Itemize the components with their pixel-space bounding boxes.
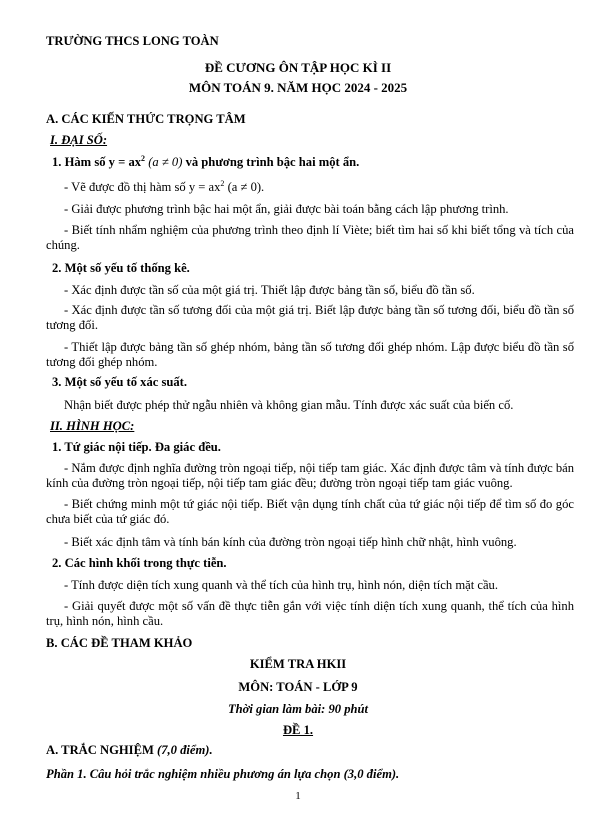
algebra-topic-2-bullet-2: - Xác định được tần số tương đối của một giá trị. Biết lập được bảng tần số tương đối, biểu đồ tần số tương đối. (46, 303, 574, 332)
algebra-topic-3-title: 3. Một số yếu tố xác suất. (52, 375, 188, 389)
geometry-topic-1-bullet-3: - Biết xác định tâm và tính bán kính của đường tròn ngoại tiếp hình chữ nhật, hình vuông. (64, 535, 517, 549)
geometry-topic-2-title: 2. Các hình khối trong thực tiễn. (52, 556, 227, 570)
section-b-heading: B. CÁC ĐỀ THAM KHẢO (46, 636, 193, 650)
doc-title-1: ĐỀ CƯƠNG ÔN TẬP HỌC KÌ II (204, 60, 392, 75)
geometry-topic-1-title: 1. Tứ giác nội tiếp. Đa giác đều. (52, 440, 221, 454)
algebra-heading: I. ĐẠI SỐ: (50, 133, 108, 147)
algebra-topic-1-bullet-1: - Vẽ được đồ thị hàm số $y = ax^2$ (a ≠ 0). (64, 179, 265, 195)
geometry-topic-1-bullet-2: - Biết chứng minh một tứ giác nội tiếp. Biết vận dụng tính chất của tứ giác nội tiếp để tìm số đo góc chưa biết của tứ giác đó. (46, 497, 574, 526)
algebra-topic-1-bullet-3: - Biết tính nhẩm nghiệm của phương trình theo định lí Viète; biết tìm hai số khi biết tổng và tích của chúng. (46, 223, 574, 252)
geometry-topic-2-bullet-1: - Tính được diện tích xung quanh và thể tích của hình trụ, hình nón, diện tích mặt cầu. (64, 578, 498, 592)
geometry-topic-2-bullet-2: - Giải quyết được một số vấn đề thực tiễn gắn với việc tính diện tích xung quanh, thể tích của hình trụ, hình nón, hình cầu. (46, 599, 574, 628)
exam-time: Thời gian làm bài: 90 phút (227, 702, 369, 716)
algebra-topic-2-bullet-1: - Xác định được tần số của một giá trị. Thiết lập được bảng tần số, biểu đồ tần số. (64, 283, 475, 297)
algebra-topic-2-title: 2. Một số yếu tố thống kê. (52, 261, 190, 275)
exam-subject: MÔN: TOÁN - LỚP 9 (238, 680, 358, 694)
doc-title-2: MÔN TOÁN 9. NĂM HỌC 2024 - 2025 (188, 80, 408, 95)
part-1-heading: Phần 1. Câu hỏi trắc nghiệm nhiều phương án lựa chọn (3,0 điểm). (46, 767, 400, 781)
geometry-heading: II. HÌNH HỌC: (50, 419, 135, 433)
school-name: TRƯỜNG THCS LONG TOÀN (46, 34, 219, 48)
section-a-heading: A. CÁC KIẾN THỨC TRỌNG TÂM (46, 112, 246, 126)
algebra-topic-1-title: 1. Hàm số $y = ax^2$ (a ≠ 0) và phương trình bậc hai một ẩn. (52, 154, 360, 170)
algebra-topic-1-bullet-2: - Giải được phương trình bậc hai một ẩn, giải được bài toán bằng cách lập phương trình. (64, 202, 509, 216)
part-a-heading: A. TRẮC NGHIỆM (7,0 điểm). (46, 743, 213, 757)
geometry-topic-1-bullet-1: - Nắm được định nghĩa đường tròn ngoại tiếp, nội tiếp tam giác. Xác định được tâm và tính được bán kính của đường tròn ngoại tiếp, nội tiếp tam giác đều; đường tròn ngoại tiếp tam giác vuông. (46, 461, 574, 490)
algebra-topic-2-bullet-3: - Thiết lập được bảng tần số ghép nhóm, bảng tần số tương đối ghép nhóm. Lập được biểu đồ tần số tương đối ghép nhóm. (46, 340, 574, 369)
page-number: 1 (295, 790, 301, 802)
algebra-topic-3-bullet-1: Nhận biết được phép thử ngẫu nhiên và không gian mẫu. Tính được xác suất của biến cố. (64, 398, 514, 412)
exam-number: ĐỀ 1. (282, 723, 314, 737)
exam-title: KIỂM TRA HKII (249, 657, 347, 671)
